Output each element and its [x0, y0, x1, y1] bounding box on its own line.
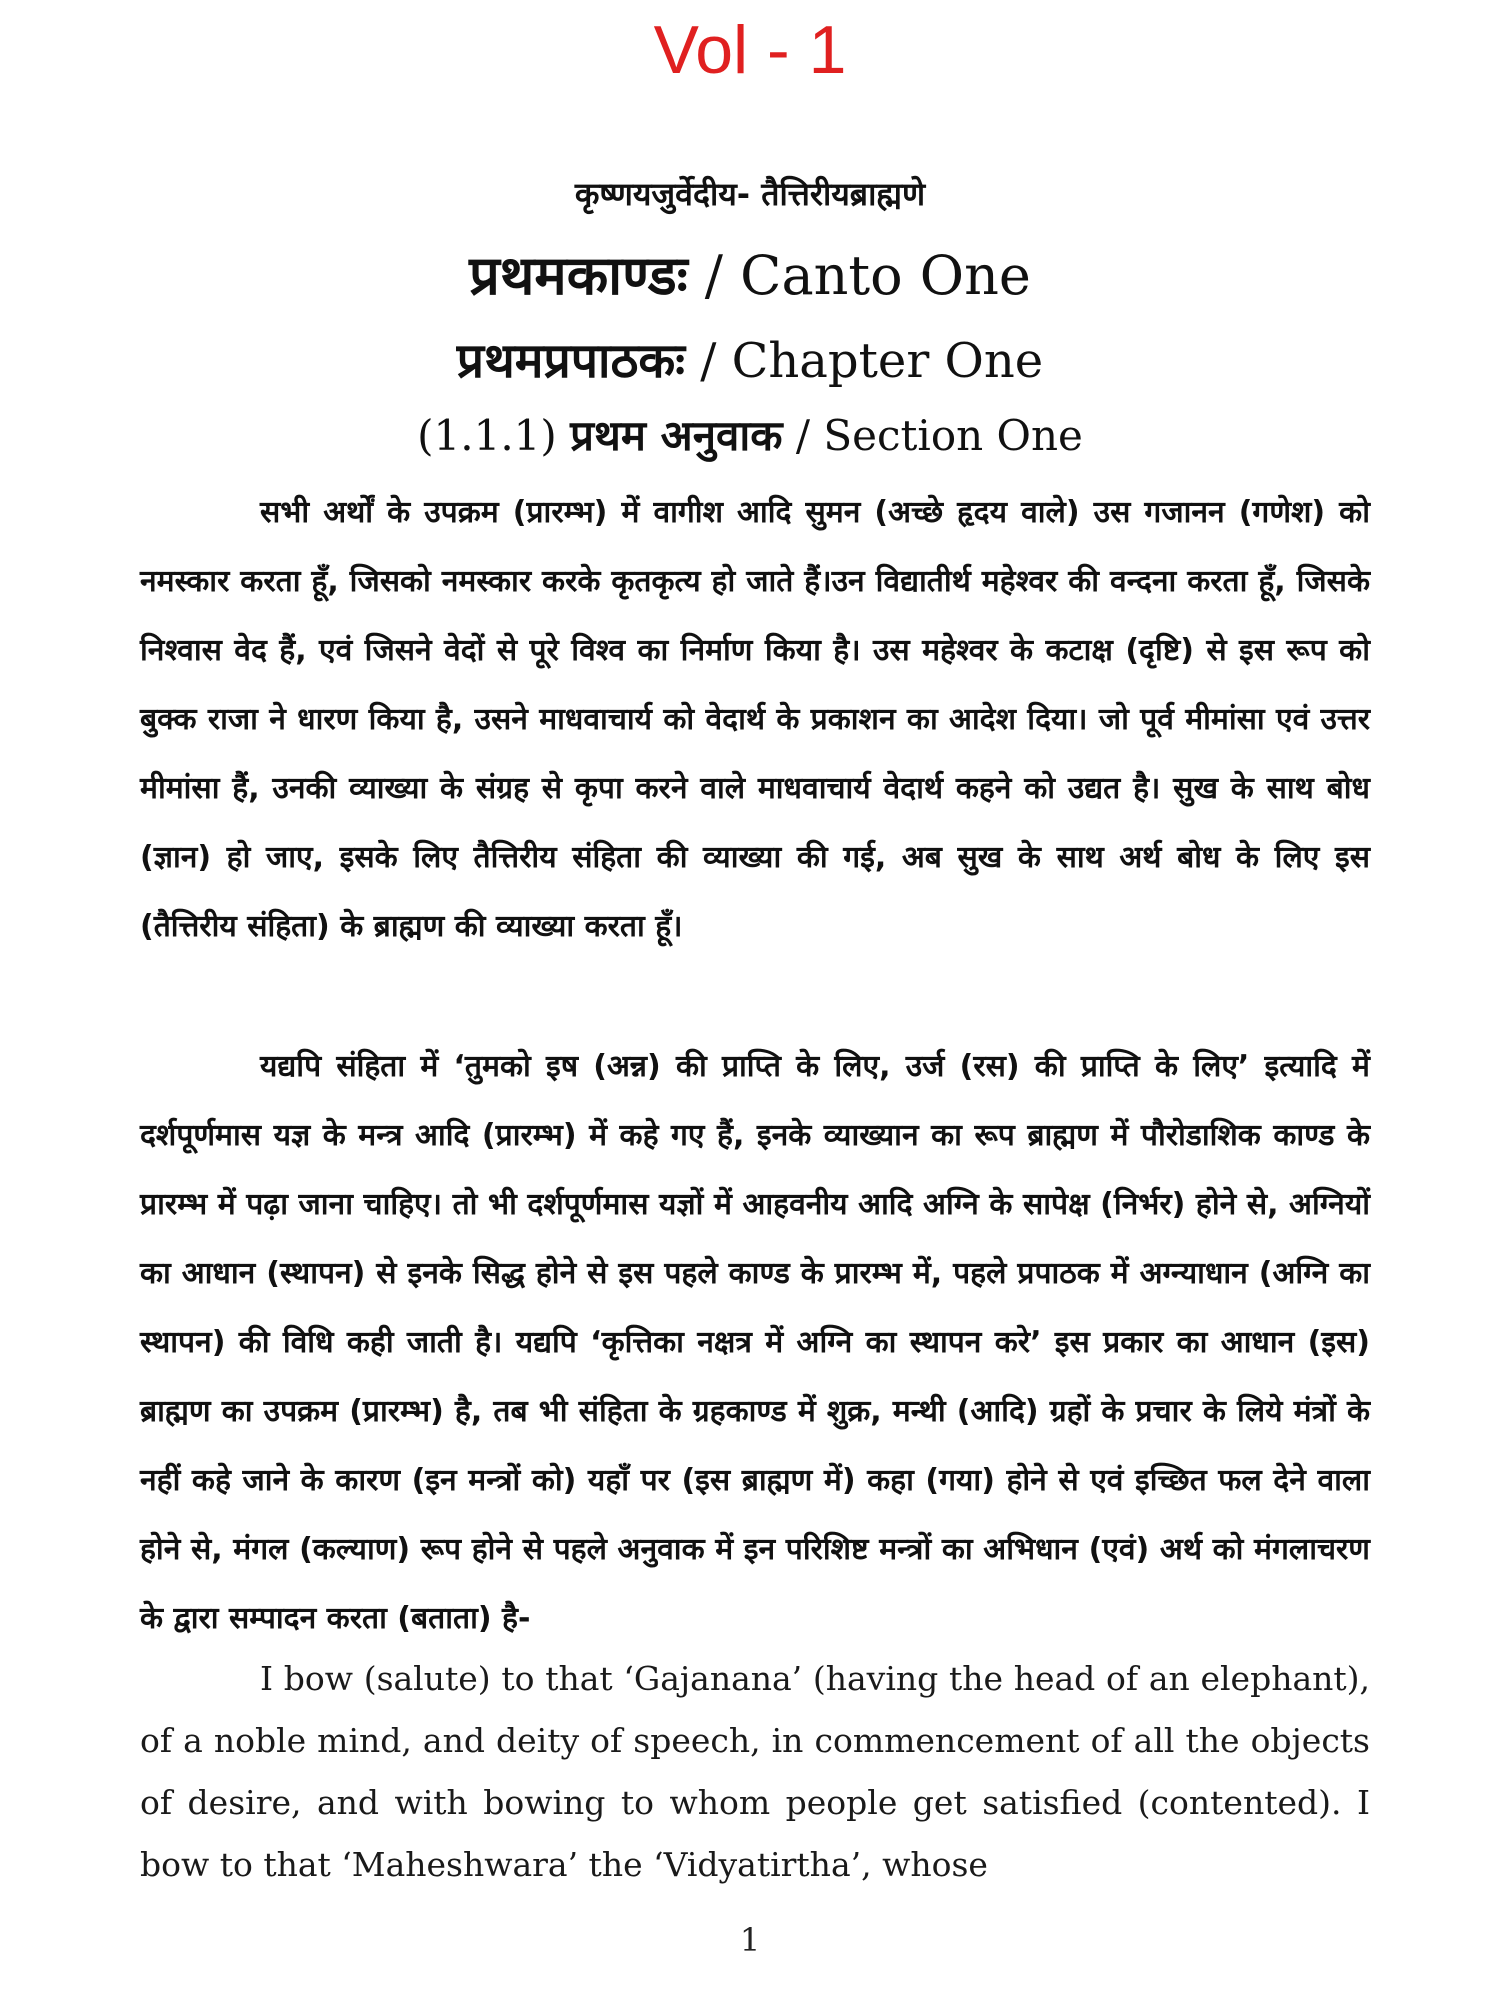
hindi-paragraph-2-block: [140, 1032, 1370, 1653]
chapter-heading: [0, 326, 1500, 396]
volume-label: Vol - 1: [653, 12, 847, 88]
section-hindi: प्रथम अनुवाक: [570, 411, 783, 460]
section-number: (1.1.1): [417, 411, 557, 460]
hindi-paragraph-1-block: [140, 478, 1370, 961]
text-subtitle: कृष्णयजुर्वेदीय- तैत्तिरीयब्राह्मणे: [574, 175, 926, 213]
section-heading: [0, 404, 1500, 468]
section-english: / Section One: [795, 411, 1083, 460]
chapter-english: / Chapter One: [700, 333, 1044, 389]
canto-sanskrit: प्रथमकाण्डः: [469, 244, 688, 307]
hindi-paragraph-2: यद्यपि संहिता में ‘तुमको इष (अन्न) की प्राप्ति के लिए, उर्ज (रस) की प्राप्ति के लिए’ इत्यादि में दर्शपूर्णमास यज्ञ के मन्त्र आदि (प्रारम्भ) में कहे गए हैं, इनके व्याख्यान का रूप ब्राह्मण में पौरोडाशिक काण्ड के प्रारम्भ में पढ़ा जाना चाहिए। तो भी दर्शपूर्णमास यज्ञों में आहवनीय आदि अग्नि के सापेक्ष (निर्भर) होने से, अग्नियों का आधान (स्थापन) से इनके सिद्ध होने से इस पहले काण्ड के प्रारम्भ में, पहले प्रपाठक में अग्न्याधान (अग्नि का स्थापन) की विधि कही जाती है। यद्यपि ‘कृत्तिका नक्षत्र में अग्नि का स्थापन करे’ इस प्रकार का आधान (इस) ब्राह्मण का उपक्रम (प्रारम्भ) है, तब भी संहिता के ग्रहकाण्ड में शुक्र, मन्थी (आदि) ग्रहों के प्रचार के लिये मंत्रों के नहीं कहे जाने के कारण (इन मन्त्रों को) यहाँ पर (इस ब्राह्मण में) कहा (गया) होने से एवं इच्छित फल देने वाला होने से, मंगल (कल्याण) रूप होने से पहले अनुवाक में इन परिशिष्ट मन्त्रों का अभिधान (एवं) अर्थ को मंगलाचरण के द्वारा सम्पादन करता (बताता) है-: [140, 1049, 1370, 1636]
english-paragraph: I bow (salute) to that ‘Gajanana’ (having the head of an elephant), of a noble mind, and deity of speech, in commencement of all the objects of desire, and with bowing to whom people get satisfied (contented). I bow to that ‘Maheshwara’ the ‘Vidyatirtha’, whose: [140, 1659, 1370, 1884]
page-number: 1: [739, 1921, 761, 1959]
hindi-paragraph-1: सभी अर्थों के उपक्रम (प्रारम्भ) में वागीश आदि सुमन (अच्छे हृदय वाले) उस गजानन (गणेश) को नमस्कार करता हूँ, जिसको नमस्कार करके कृतकृत्य हो जाते हैं।उन विद्यातीर्थ महेश्वर की वन्दना करता हूँ, जिसके निश्वास वेद हैं, एवं जिसने वेदों से पूरे विश्व का निर्माण किया है। उस महेश्वर के कटाक्ष (दृष्टि) से इस रूप को बुक्क राजा ने धारण किया है, उसने माधवाचार्य को वेदार्थ के प्रकाशन का आदेश दिया। जो पूर्व मीमांसा एवं उत्तर मीमांसा हैं, उनकी व्याख्या के संग्रह से कृपा करने वाले माधवाचार्य वेदार्थ कहने को उद्यत है। सुख के साथ बोध (ज्ञान) हो जाए, इसके लिए तैत्तिरीय संहिता की व्याख्या की गई, अब सुख के साथ अर्थ बोध के लिए इस (तैत्तिरीय संहिता) के ब्राह्मण की व्याख्या करता हूँ।: [140, 495, 1370, 944]
chapter-sanskrit: प्रथमप्रपाठकः: [456, 333, 685, 389]
canto-heading: [0, 238, 1500, 314]
canto-english: / Canto One: [704, 244, 1031, 307]
